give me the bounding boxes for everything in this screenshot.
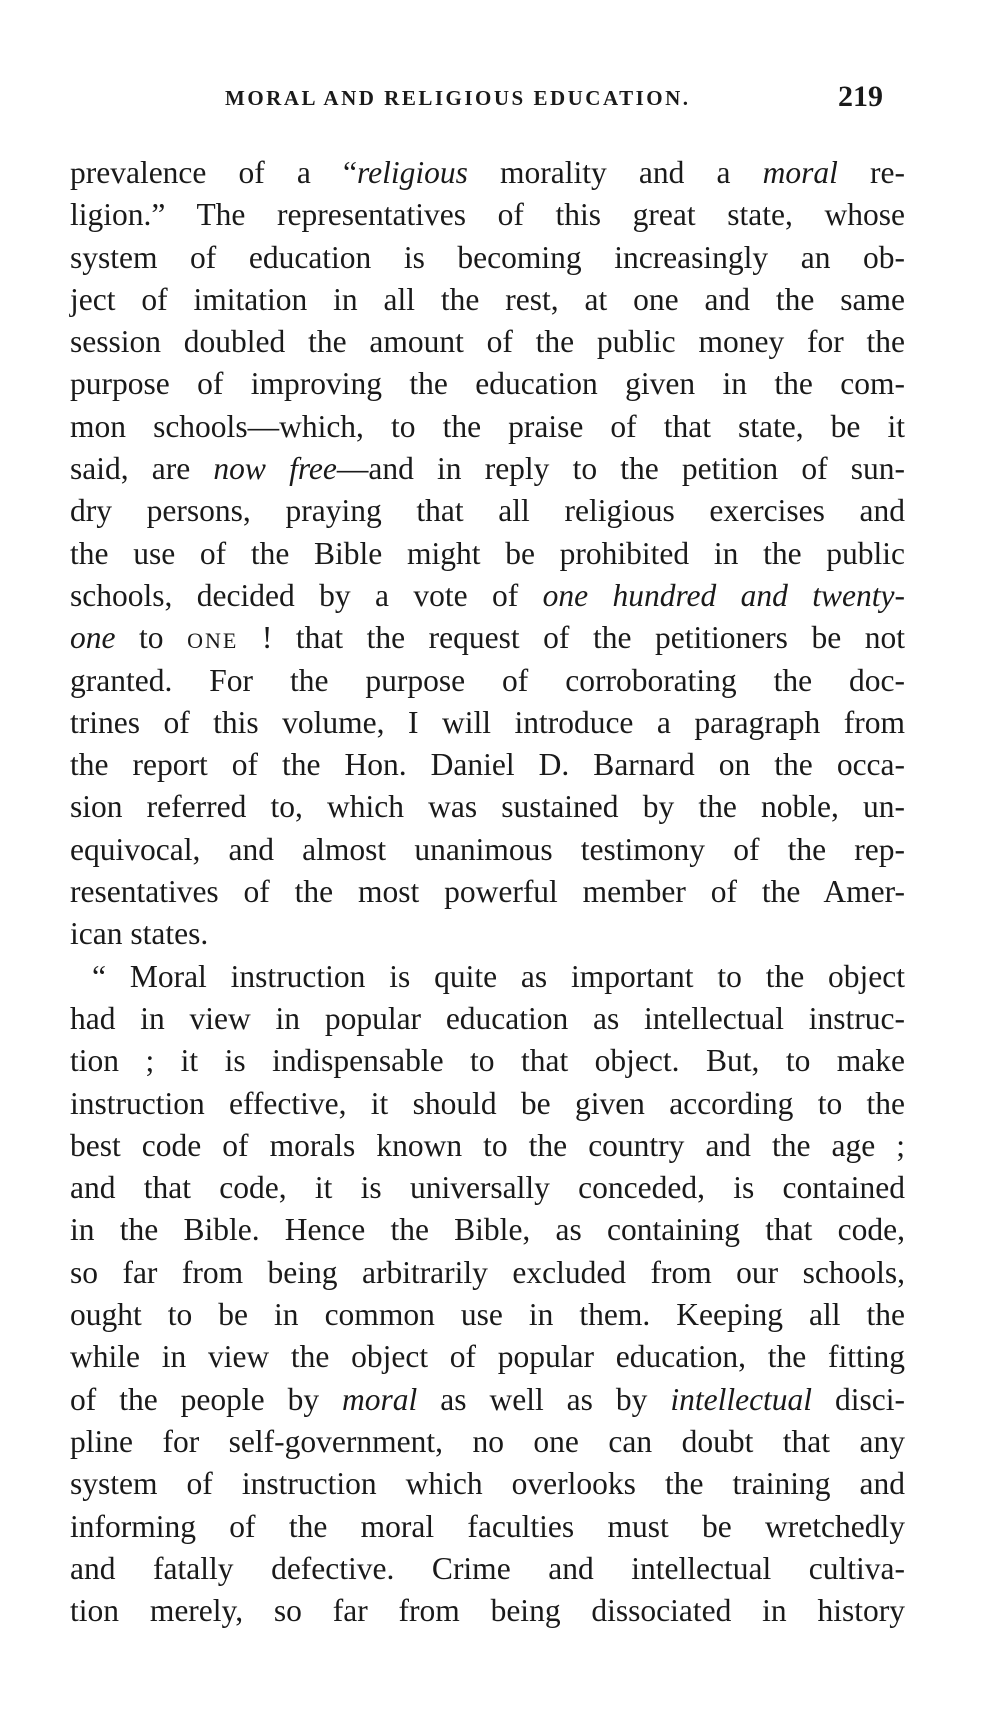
text-line: prevalence of a “religious morality and a moral re- (70, 155, 905, 190)
text-line: the report of the Hon. Daniel D. Barnard on the occa- (70, 747, 905, 783)
text-line: of the people by moral as well as by intellectual disci- (70, 1381, 906, 1417)
running-head: MORAL AND RELIGIOUS EDUCATION. (225, 86, 691, 110)
italic-emphasis: moral (342, 1381, 418, 1417)
text-line: and that code, it is universally conceded, is contained (70, 1170, 905, 1206)
body-text (70, 152, 905, 1632)
text-line: said, are now free—and in reply to the petition of sun- (70, 451, 905, 487)
text-line: dry persons, praying that all religious exercises and (70, 493, 905, 529)
italic-emphasis: one (70, 620, 116, 656)
text-line: so far from being arbitrarily excluded from our schools, (70, 1254, 905, 1290)
text-line: ligion.” The representatives of this great state, whose (70, 197, 905, 233)
italic-emphasis: now free (213, 451, 337, 487)
text-line: instruction effective, it should be given according to the (70, 1085, 905, 1121)
text-line: in the Bible. Hence the Bible, as containing that code, (70, 1212, 905, 1248)
text-line: best code of morals known to the country and the age ; (70, 1127, 905, 1163)
text-line: “ Moral instruction is quite as important to the object (92, 958, 905, 994)
text-line: mon schools—which, to the praise of that state, be it (70, 408, 905, 444)
text-line: resentatives of the most powerful member of the Amer- (70, 874, 905, 910)
text-line: ought to be in common use in them. Keeping all the (70, 1297, 905, 1333)
text-line: pline for self-government, no one can doubt that any (70, 1423, 905, 1459)
text-line: equivocal, and almost unanimous testimony of the rep- (70, 831, 905, 867)
text-line: granted. For the purpose of corroborating the doc- (70, 662, 905, 698)
text-line: tion ; it is indispensable to that object. But, to make (70, 1043, 905, 1079)
text-line: ican states. (70, 916, 209, 952)
italic-emphasis: intellectual (670, 1381, 813, 1417)
text-line: ject of imitation in all the rest, at one and the same (70, 281, 905, 317)
text-line: had in view in popular education as intellectual instruc- (70, 1000, 905, 1036)
text-line: and fatally defective. Crime and intellectual cultiva- (70, 1550, 905, 1586)
text-line: informing of the moral faculties must be wretchedly (70, 1508, 905, 1544)
text-line: system of education is becoming increasingly an ob- (70, 239, 905, 275)
text-line: while in view the object of popular education, the fitting (70, 1339, 905, 1375)
small-caps-word: ONE (187, 628, 239, 654)
text-line: system of instruction which overlooks the training and (70, 1466, 905, 1502)
italic-emphasis: one hundred and twenty- (542, 577, 905, 613)
text-line: session doubled the amount of the public money for the (70, 324, 905, 360)
italic-emphasis: religious (357, 155, 468, 190)
text-line: trines of this volume, I will introduce a paragraph from (70, 704, 905, 740)
page-number: 219 (838, 80, 883, 113)
text-line: tion merely, so far from being dissociated in history (70, 1593, 905, 1629)
italic-emphasis: moral (762, 155, 838, 190)
text-line: purpose of improving the education given in the com- (70, 366, 905, 402)
text-line: the use of the Bible might be prohibited in the public (70, 535, 905, 571)
text-line: schools, decided by a vote of one hundred and twenty- (70, 577, 905, 613)
text-line: one to ONE ! that the request of the petitioners be not (70, 620, 905, 656)
text-line: sion referred to, which was sustained by the noble, un- (70, 789, 905, 825)
